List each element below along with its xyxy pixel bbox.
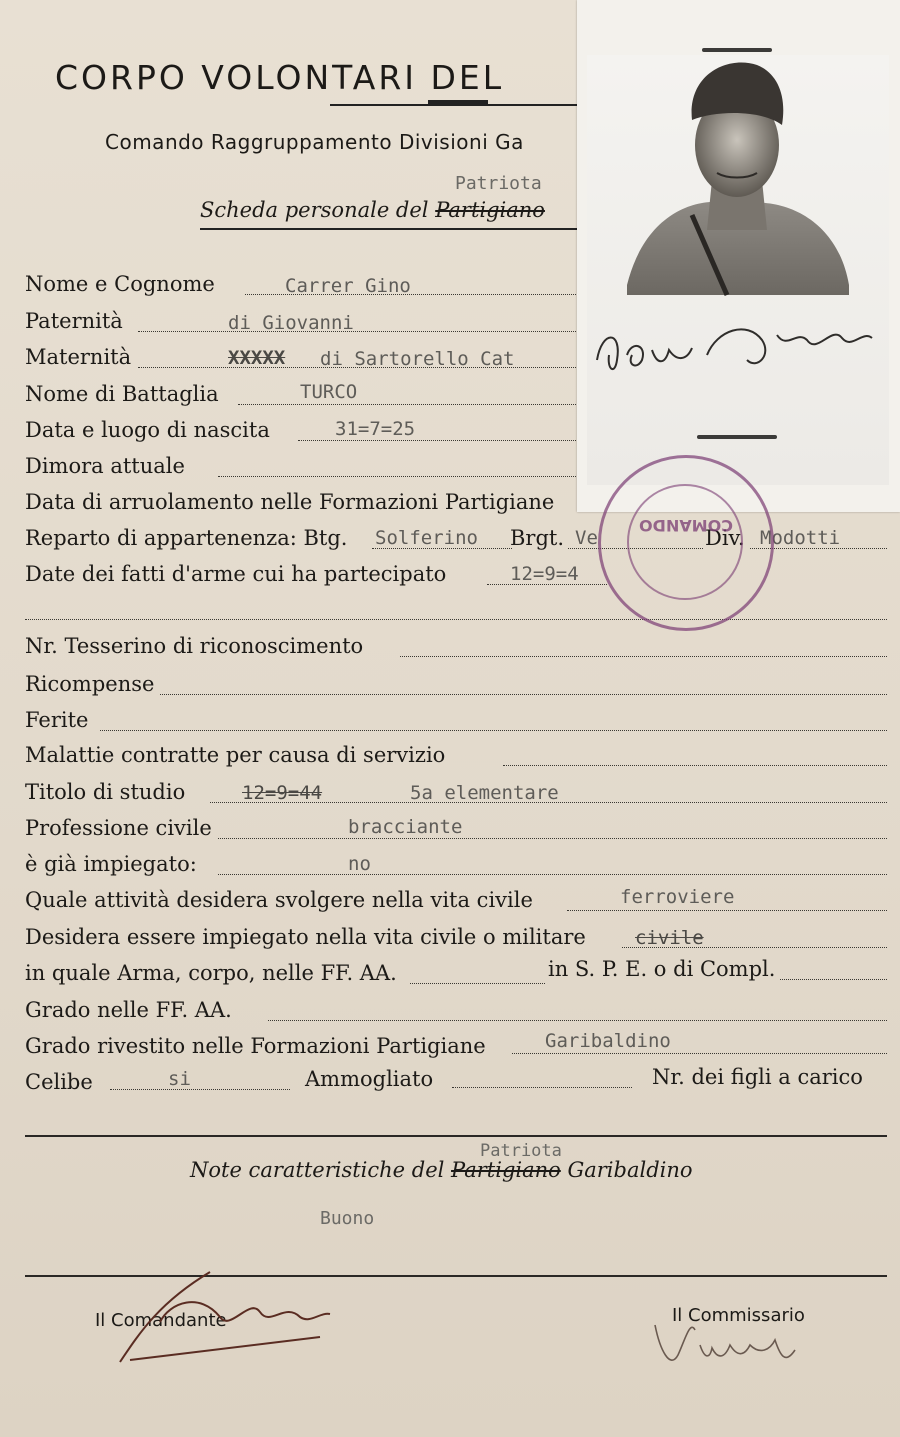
value-maternita-struck: XXXXX bbox=[228, 347, 286, 369]
stamp-center-text: COMANDO bbox=[639, 516, 733, 535]
portrait-handwritten-signature bbox=[587, 300, 889, 410]
field-arma: in quale Arma, corpo, nelle FF. AA. bbox=[25, 961, 397, 985]
field-reparto: Reparto di appartenenza: Btg. bbox=[25, 526, 348, 550]
dotline bbox=[238, 404, 580, 405]
field-studio: Titolo di studio bbox=[25, 780, 186, 804]
field-professione: Professione civile bbox=[25, 816, 212, 840]
brgt-label: Brgt. bbox=[510, 526, 565, 550]
commissario-label: Il Commissario bbox=[672, 1305, 805, 1326]
value-professione: bracciante bbox=[348, 816, 463, 838]
value-desidera: civile bbox=[635, 927, 704, 949]
dotline bbox=[160, 694, 887, 695]
dotline bbox=[110, 1089, 290, 1090]
field-arruolamento: Data di arruolamento nelle Formazioni Partigiane bbox=[25, 490, 555, 514]
dotline bbox=[218, 874, 887, 875]
dotline bbox=[298, 440, 580, 441]
field-dimora: Dimora attuale bbox=[25, 454, 185, 478]
value-btg: Solferino bbox=[375, 527, 478, 549]
dotline bbox=[452, 1087, 632, 1088]
notes-value: Buono bbox=[320, 1208, 375, 1229]
value-brgt: Ve bbox=[575, 527, 598, 549]
portrait-photo bbox=[577, 0, 900, 512]
field-tesserino: Nr. Tesserino di riconoscimento bbox=[25, 634, 364, 658]
field-ricompense: Ricompense bbox=[25, 672, 155, 696]
comandante-signature bbox=[100, 1262, 340, 1372]
field-malattie: Malattie contratte per causa di servizio bbox=[25, 743, 446, 767]
field-grado-part: Grado rivestito nelle Formazioni Partigiane bbox=[25, 1034, 486, 1058]
field-nascita: Data e luogo di nascita bbox=[25, 418, 270, 442]
photo-clip-top bbox=[702, 48, 772, 52]
notes-rule-top bbox=[25, 1135, 887, 1137]
document-title: CORPO VOLONTARI DEL bbox=[55, 58, 505, 97]
stamp-inner-ring bbox=[627, 484, 743, 600]
scheda-prefix: Scheda personale del bbox=[200, 198, 436, 222]
value-celibe: si bbox=[168, 1068, 191, 1090]
scheda-struck-word: Partigiano bbox=[435, 198, 545, 222]
value-paternita: di Giovanni bbox=[228, 312, 354, 334]
scheda-rule bbox=[200, 228, 580, 230]
dotline bbox=[268, 1020, 887, 1021]
field-maternita: Maternità bbox=[25, 345, 132, 369]
command-stamp bbox=[598, 455, 774, 631]
scheda-heading bbox=[200, 198, 545, 222]
value-battaglia: TURCO bbox=[300, 381, 358, 403]
field-celibe: Celibe bbox=[25, 1070, 93, 1094]
notes-correction: Patriota bbox=[480, 1141, 562, 1161]
notes-heading: Note caratteristiche del Partigiano Garibaldino bbox=[190, 1158, 693, 1182]
field-attivita: Quale attività desidera svolgere nella vita civile bbox=[25, 888, 533, 912]
value-div: Modotti bbox=[760, 527, 841, 549]
dotline bbox=[567, 910, 887, 911]
value-attivita: ferroviere bbox=[620, 886, 735, 908]
dotline bbox=[100, 730, 887, 731]
dotline bbox=[410, 983, 545, 984]
field-desidera: Desidera essere impiegato nella vita civile o militare bbox=[25, 925, 586, 949]
field-impiegato: è già impiegato: bbox=[25, 852, 197, 876]
dotline bbox=[503, 765, 887, 766]
dotline bbox=[512, 1053, 887, 1054]
dotline-full bbox=[25, 619, 887, 620]
figli-label: Nr. dei figli a carico bbox=[652, 1065, 863, 1089]
portrait-image bbox=[587, 55, 889, 485]
field-grado-ffaa: Grado nelle FF. AA. bbox=[25, 998, 232, 1022]
photo-clip-bottom bbox=[697, 435, 777, 439]
ammogliato-label: Ammogliato bbox=[305, 1067, 434, 1091]
field-ferite: Ferite bbox=[25, 708, 89, 732]
value-studio: 5a elementare bbox=[410, 782, 559, 804]
value-nome: Carrer Gino bbox=[285, 275, 411, 297]
commissario-signature bbox=[650, 1310, 820, 1390]
field-battaglia: Nome di Battaglia bbox=[25, 382, 219, 406]
value-fatti: 12=9=4 bbox=[510, 563, 579, 585]
notes-struck-word: Partigiano bbox=[451, 1158, 561, 1182]
document-subtitle: Comando Raggruppamento Divisioni Ga bbox=[105, 130, 524, 154]
value-maternita: di Sartorello Cat bbox=[320, 348, 515, 370]
field-paternita: Paternità bbox=[25, 309, 123, 333]
value-impiegato: no bbox=[348, 853, 371, 875]
value-nascita: 31=7=25 bbox=[335, 418, 416, 440]
spe-label: in S. P. E. o di Compl. bbox=[548, 957, 776, 981]
portrait-figure bbox=[587, 55, 889, 485]
comandante-label: Il Comandante bbox=[95, 1310, 227, 1331]
field-nome: Nome e Cognome bbox=[25, 272, 215, 296]
div-label: Div. bbox=[705, 526, 745, 550]
dotline bbox=[780, 979, 887, 980]
scheda-correction: Patriota bbox=[455, 173, 542, 194]
value-studio-struck: 12=9=44 bbox=[242, 782, 323, 804]
value-grado-part: Garibaldino bbox=[545, 1030, 671, 1052]
dotline bbox=[400, 656, 887, 657]
dotline bbox=[218, 838, 887, 839]
field-fatti: Date dei fatti d'arme cui ha partecipato bbox=[25, 562, 447, 586]
dotline bbox=[138, 331, 580, 332]
title-rule-accent bbox=[428, 100, 488, 105]
dotline bbox=[218, 476, 580, 477]
